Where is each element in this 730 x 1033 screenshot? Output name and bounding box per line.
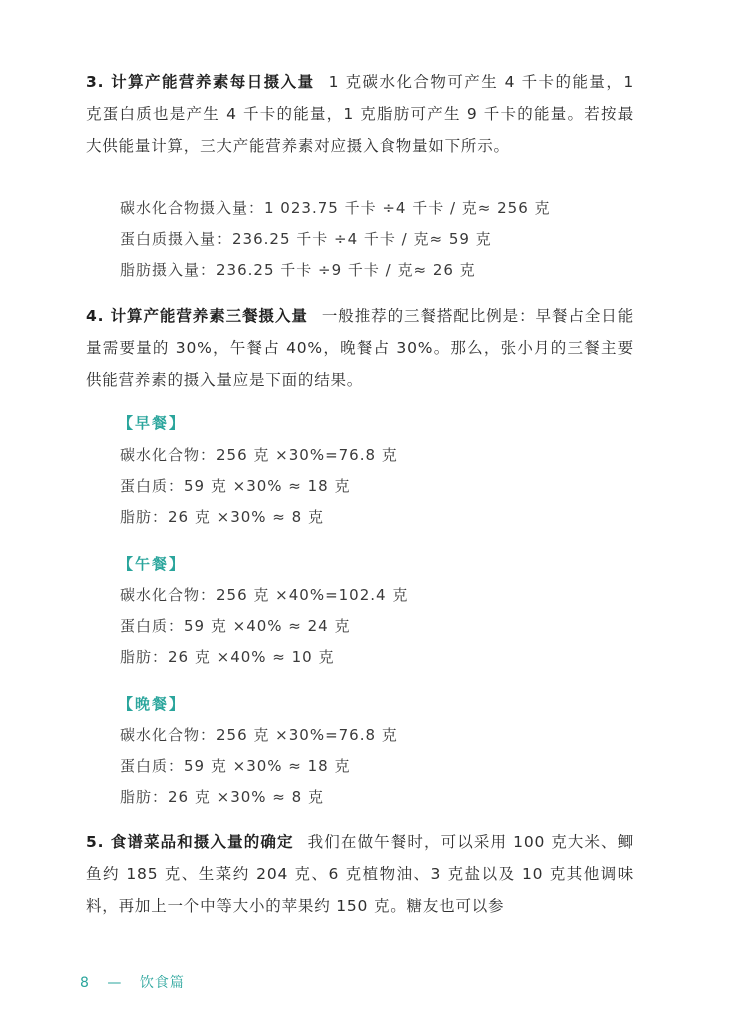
section-5-text: 我们在做午餐时，可以采用 100 克大米、鲫鱼约 185 克、生菜约 204 克、6 克植物油、3 克盐以及 10 克其他调味料，再加上一个中等大小的苹果约 150 克。糖友也可以参 (86, 833, 634, 915)
section-4-paragraph (86, 300, 634, 396)
footer-section-name: 饮食篇 (139, 975, 185, 991)
breakfast-title: 【早餐】 (118, 414, 187, 432)
section-4-heading: 4. 计算产能营养素三餐摄入量 (86, 307, 308, 325)
breakfast-carb-line: 碳水化合物：256 克 ×30%=76.8 克 (120, 446, 398, 464)
lunch-fat-line: 脂肪：26 克 ×40% ≈ 10 克 (120, 648, 335, 666)
dinner-title: 【晚餐】 (118, 695, 187, 713)
dinner-protein-line: 蛋白质：59 克 ×30% ≈ 18 克 (120, 757, 351, 775)
breakfast-protein-line: 蛋白质：59 克 ×30% ≈ 18 克 (120, 477, 351, 495)
breakfast-fat-line: 脂肪：26 克 ×30% ≈ 8 克 (120, 508, 324, 526)
lunch-carb-line: 碳水化合物：256 克 ×40%=102.4 克 (120, 586, 409, 604)
dinner-fat-line: 脂肪：26 克 ×30% ≈ 8 克 (120, 788, 324, 806)
page-footer (80, 972, 197, 992)
page-number: 8 (80, 975, 90, 991)
section-3-text: 1 克碳水化合物可产生 4 千卡的能量，1 克蛋白质也是产生 4 千卡的能量，1 克脂肪可产生 9 千卡的能量。若按最大供能量计算，三大产能营养素对应摄入食物量如下所示。 (86, 73, 634, 155)
section-5-paragraph (86, 826, 634, 922)
protein-intake-line: 蛋白质摄入量：236.25 千卡 ÷4 千卡 / 克≈ 59 克 (120, 230, 492, 248)
section-5-heading: 5. 食谱菜品和摄入量的确定 (86, 833, 294, 851)
footer-dash: — (107, 975, 123, 991)
fat-intake-line: 脂肪摄入量：236.25 千卡 ÷9 千卡 / 克≈ 26 克 (120, 261, 476, 279)
lunch-protein-line: 蛋白质：59 克 ×40% ≈ 24 克 (120, 617, 351, 635)
section-4-text: 一般推荐的三餐搭配比例是：早餐占全日能量需要量的 30%，午餐占 40%，晚餐占 30%。那么，张小月的三餐主要供能营养素的摄入量应是下面的结果。 (86, 307, 634, 389)
section-3-paragraph (86, 66, 634, 162)
section-3-heading: 3. 计算产能营养素每日摄入量 (86, 73, 315, 91)
lunch-title: 【午餐】 (118, 555, 187, 573)
carb-intake-line: 碳水化合物摄入量：1 023.75 千卡 ÷4 千卡 / 克≈ 256 克 (120, 199, 551, 217)
dinner-carb-line: 碳水化合物：256 克 ×30%=76.8 克 (120, 726, 398, 744)
